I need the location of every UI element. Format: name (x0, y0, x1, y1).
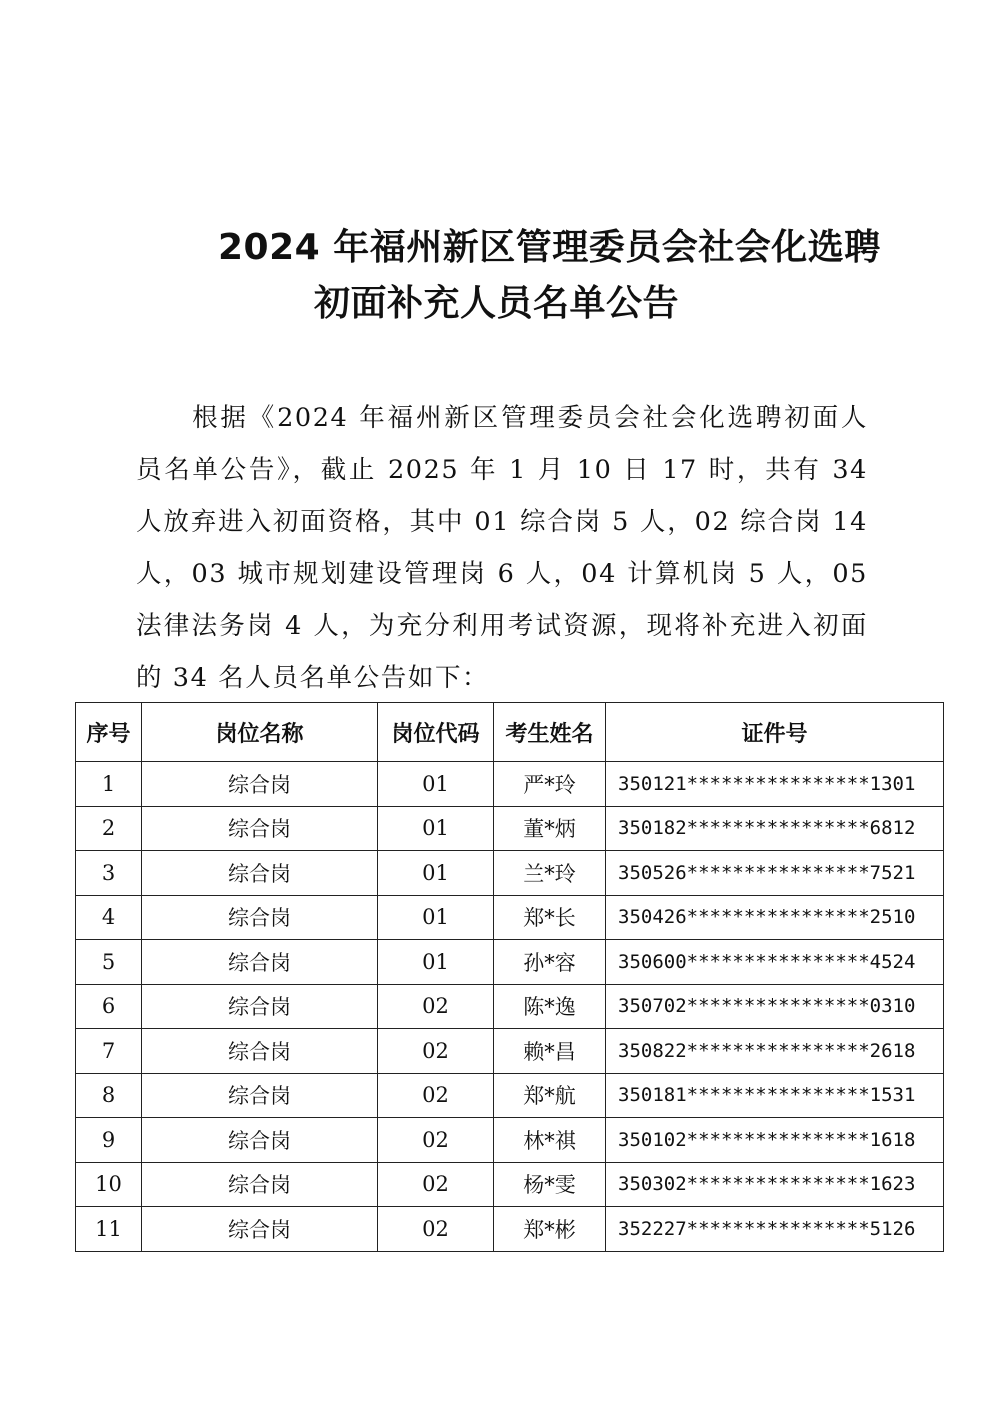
cell-serial: 2 (76, 806, 142, 851)
document-title-line-2: 初面补充人员名单公告 (314, 283, 680, 324)
header-position-name: 岗位名称 (142, 703, 378, 762)
cell-serial: 10 (76, 1162, 142, 1207)
cell-position-name: 综合岗 (142, 1207, 378, 1252)
cell-id-number: 350121****************1301 (606, 762, 944, 807)
cell-id-number: 350182****************6812 (606, 806, 944, 851)
announcement-paragraph: 根据《2024 年福州新区管理委员会社会化选聘初面人员名单公告》，截止 2025 年 1 月 10 日 17 时，共有 34 人放弃进入初面资格，其中 01 综合岗 5 人，02 综合岗 14 人，03 城市规划建设管理岗 6 人，04 计算机岗 5 人，05 法律法务岗 4 人，为充分利用考试资源，现将补充进入初面的 34 名人员名单公告如下： (136, 403, 868, 693)
cell-candidate-name: 赖*昌 (494, 1029, 606, 1074)
table-row (76, 1162, 944, 1207)
cell-position-name: 综合岗 (142, 1162, 378, 1207)
document-title-line-1: 2024 年福州新区管理委员会社会化选聘 (218, 227, 881, 268)
cell-id-number: 350526****************7521 (606, 851, 944, 896)
cell-position-code: 01 (378, 895, 494, 940)
table-row (76, 1118, 944, 1163)
table-row (76, 1029, 944, 1074)
cell-id-number: 352227****************5126 (606, 1207, 944, 1252)
cell-serial: 1 (76, 762, 142, 807)
cell-position-name: 综合岗 (142, 806, 378, 851)
cell-candidate-name: 董*炳 (494, 806, 606, 851)
table-row (76, 851, 944, 896)
cell-position-name: 综合岗 (142, 895, 378, 940)
cell-position-code: 02 (378, 1162, 494, 1207)
cell-position-code: 02 (378, 1029, 494, 1074)
table-body (76, 762, 944, 1252)
cell-candidate-name: 陈*逸 (494, 984, 606, 1029)
table-row (76, 1073, 944, 1118)
cell-position-name: 综合岗 (142, 762, 378, 807)
cell-position-code: 02 (378, 984, 494, 1029)
table-row (76, 806, 944, 851)
cell-position-code: 01 (378, 940, 494, 985)
table-row (76, 762, 944, 807)
cell-position-code: 02 (378, 1073, 494, 1118)
table-header-row (76, 703, 944, 762)
cell-candidate-name: 兰*玲 (494, 851, 606, 896)
cell-candidate-name: 严*玲 (494, 762, 606, 807)
cell-position-name: 综合岗 (142, 851, 378, 896)
table-row (76, 940, 944, 985)
cell-serial: 5 (76, 940, 142, 985)
cell-serial: 7 (76, 1029, 142, 1074)
cell-serial: 9 (76, 1118, 142, 1163)
header-position-code: 岗位代码 (378, 703, 494, 762)
table-row (76, 1207, 944, 1252)
cell-candidate-name: 杨*雯 (494, 1162, 606, 1207)
table-row (76, 984, 944, 1029)
cell-position-name: 综合岗 (142, 1073, 378, 1118)
cell-candidate-name: 郑*彬 (494, 1207, 606, 1252)
announcement-body (136, 392, 868, 704)
cell-serial: 8 (76, 1073, 142, 1118)
header-serial: 序号 (76, 703, 142, 762)
cell-position-name: 综合岗 (142, 1118, 378, 1163)
cell-position-name: 综合岗 (142, 940, 378, 985)
cell-candidate-name: 郑*长 (494, 895, 606, 940)
cell-id-number: 350181****************1531 (606, 1073, 944, 1118)
cell-position-name: 综合岗 (142, 1029, 378, 1074)
cell-position-code: 01 (378, 806, 494, 851)
cell-candidate-name: 郑*航 (494, 1073, 606, 1118)
cell-position-code: 01 (378, 762, 494, 807)
cell-id-number: 350426****************2510 (606, 895, 944, 940)
cell-position-code: 01 (378, 851, 494, 896)
cell-candidate-name: 孙*容 (494, 940, 606, 985)
cell-id-number: 350600****************4524 (606, 940, 944, 985)
header-candidate-name: 考生姓名 (494, 703, 606, 762)
cell-serial: 11 (76, 1207, 142, 1252)
cell-position-code: 02 (378, 1118, 494, 1163)
cell-id-number: 350302****************1623 (606, 1162, 944, 1207)
cell-position-name: 综合岗 (142, 984, 378, 1029)
cell-id-number: 350702****************0310 (606, 984, 944, 1029)
cell-serial: 6 (76, 984, 142, 1029)
cell-id-number: 350102****************1618 (606, 1118, 944, 1163)
header-id-number: 证件号 (606, 703, 944, 762)
candidate-table (75, 702, 944, 1252)
cell-candidate-name: 林*祺 (494, 1118, 606, 1163)
cell-position-code: 02 (378, 1207, 494, 1252)
cell-serial: 4 (76, 895, 142, 940)
table-row (76, 895, 944, 940)
cell-serial: 3 (76, 851, 142, 896)
cell-id-number: 350822****************2618 (606, 1029, 944, 1074)
